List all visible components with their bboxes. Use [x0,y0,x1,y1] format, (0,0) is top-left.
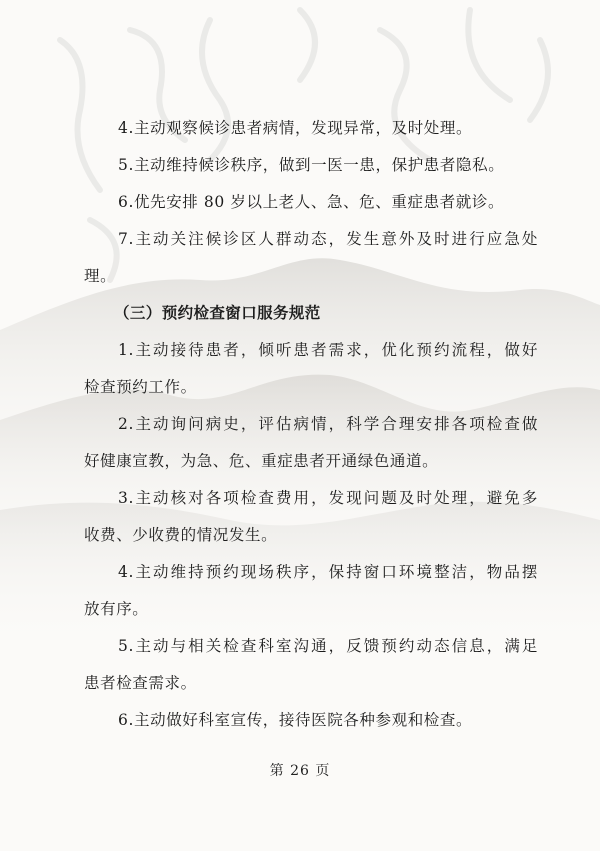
list-item-continuation: 患者检查需求。 [84,674,197,692]
list-item-continuation: 理。 [84,267,117,285]
list-item-continuation: 好健康宣教，为急、危、重症患者开通绿色通道。 [84,452,439,470]
list-item: 3.主动核对各项检查费用，发现问题及时处理，避免多 [118,489,538,507]
list-item: 7.主动关注候诊区人群动态，发生意外及时进行应急处 [118,230,538,248]
page-number: 第 26 页 [269,763,331,779]
list-item: 2.主动询问病史，评估病情，科学合理安排各项检查做 [118,415,538,433]
list-item-continuation: 检查预约工作。 [84,378,197,396]
list-item-continuation: 放有序。 [84,600,149,618]
list-item: 1.主动接待患者，倾听患者需求，优化预约流程，做好 [118,341,538,359]
list-item: 6.优先安排 80 岁以上老人、急、危、重症患者就诊。 [118,193,505,211]
list-item: 4.主动维持预约现场秩序，保持窗口环境整洁，物品摆 [118,563,538,581]
list-item: 6.主动做好科室宣传，接待医院各种参观和检查。 [118,711,473,729]
list-item: 4.主动观察候诊患者病情，发现异常，及时处理。 [118,119,473,137]
list-item-continuation: 收费、少收费的情况发生。 [84,526,278,544]
section-heading: （三）预约检查窗口服务规范 [114,303,321,322]
list-item: 5.主动与相关检查科室沟通，反馈预约动态信息，满足 [118,637,538,655]
list-item: 5.主动维持候诊秩序，做到一医一患，保护患者隐私。 [118,156,505,174]
